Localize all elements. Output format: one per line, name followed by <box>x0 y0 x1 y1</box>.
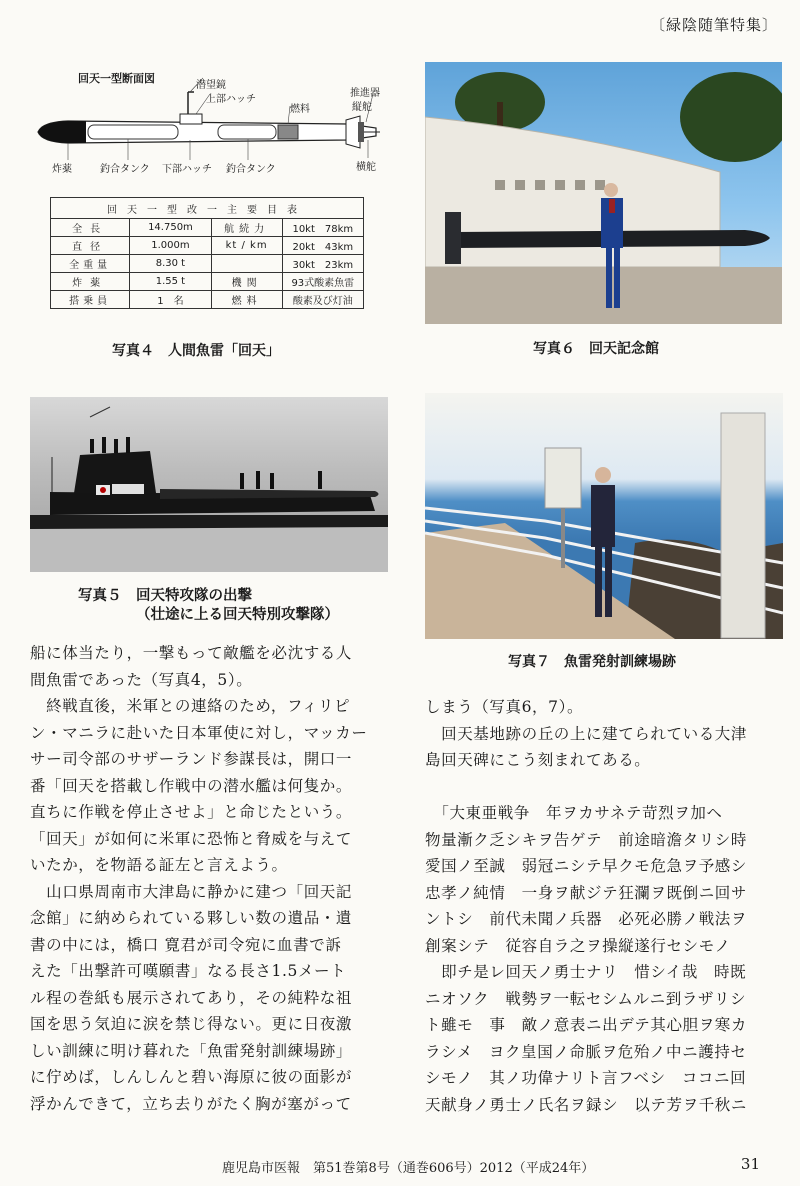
spec-key: 全長 <box>51 219 130 237</box>
label-explosive: 炸薬 <box>52 164 72 175</box>
inscription-line: 物量漸ク乏シキヲ告ゲテ 前途暗澹タリシ時 <box>425 830 748 849</box>
spec-value: 30kt 23km <box>282 255 363 273</box>
paragraph-line: 終戦直後，米軍との連絡のため，フィリピ <box>30 697 351 715</box>
label-fuel: 燃料 <box>290 104 310 115</box>
spec-key: 炸薬 <box>51 273 130 291</box>
spec-key: 搭乗員 <box>51 291 130 309</box>
spec-value: 1.000m <box>130 237 211 255</box>
spec-key: 機関 <box>211 273 282 291</box>
inscription-line: ニオソク 戦勢ヲ一転セシムルニ到ラザリシ <box>425 989 747 1008</box>
inscription-line: 忠孝ノ純情 一身ヲ献ジテ狂瀾ヲ既倒ニ回サ <box>425 883 748 902</box>
label-trim-tank-right: 釣合タンク <box>226 164 276 175</box>
spec-value: 8.30 t <box>130 255 211 273</box>
photo6-memorial-image <box>425 62 782 324</box>
spec-table-title-row <box>51 198 364 219</box>
paragraph-line: 番「回天を搭載し作戦中の潜水艦は何隻か。 <box>30 776 353 795</box>
spec-key: 直径 <box>51 237 130 255</box>
paragraph-line: 直ちに作戦を停止させよ」と命じたという。 <box>30 803 353 821</box>
left-text-column <box>30 640 395 1117</box>
label-trim-tank-left: 釣合タンク <box>100 164 150 175</box>
photo7-caption: 写真７ 魚雷発射訓練場跡 <box>508 654 676 670</box>
spec-value: 93式酸素魚雷 <box>282 273 363 291</box>
label-periscope: 潜望鏡 <box>196 80 226 91</box>
paragraph-line: 「回天」が如何に米軍に恐怖と脅威を与えて <box>30 829 353 848</box>
table-row <box>51 219 364 237</box>
page-number: 31 <box>740 1155 760 1173</box>
photo5-caption-line2: （壮途に上る回天特別攻撃隊） <box>136 607 339 623</box>
table-row <box>51 273 364 291</box>
spec-key: kt / km <box>211 237 282 255</box>
photo6-caption: 写真６ 回天記念館 <box>533 341 659 357</box>
paragraph-line: 島回天碑にこう刻まれてある。 <box>425 751 651 769</box>
spec-key: 航続力 <box>211 219 282 237</box>
inscription-line: 即チ是レ回天ノ勇士ナリ 惜シイ哉 時既 <box>425 963 747 981</box>
photo7-training-site-image <box>425 393 783 639</box>
table-row <box>51 291 364 309</box>
paragraph-line: しい訓練に明け暮れた「魚雷発射訓練場跡」 <box>30 1041 353 1060</box>
spec-value: 14.750m <box>130 219 211 237</box>
photo4-caption: 写真４ 人間魚雷「回天」 <box>112 343 280 359</box>
spec-value: 酸素及び灯油 <box>282 291 363 309</box>
paragraph-line: いたか，を物語る証左と言えよう。 <box>30 856 288 874</box>
photo5-sortie-image <box>30 397 388 572</box>
spec-key: 燃料 <box>211 291 282 309</box>
inscription-line: 天献身ノ勇士ノ氏名ヲ録シ 以テ芳ヲ千秋ニ <box>425 1095 748 1114</box>
paragraph-line: えた「出撃許可嘆願書」なる長さ1.5メート <box>30 962 347 980</box>
inscription-line: 創案シテ 従容自ラ之ヲ操縦遂行セシモノ <box>425 936 731 955</box>
spec-value: 1 名 <box>130 291 211 309</box>
paragraph-line: に佇めば，しんしんと碧い海原に彼の面影が <box>30 1068 353 1086</box>
blank-line <box>425 774 785 801</box>
inscription-line: 「大東亜戦争 年ヲカサネテ苛烈ヲ加ヘ <box>425 804 723 822</box>
paragraph-line: 念館」に納められている夥しい数の遺品・遺 <box>30 909 353 927</box>
diagram-title: 回天一型断面図 <box>78 72 155 85</box>
paragraph-line: ン・マニラに赴いた日本軍使に対し，マッカー <box>30 723 368 742</box>
paragraph-line: 国を思う気迫に涙を禁じ得ない。更に日夜激 <box>30 1015 353 1033</box>
spec-key <box>211 255 282 273</box>
label-horizontal-rudder: 横舵 <box>356 162 376 173</box>
journal-footer: 鹿児島市医報 第51巻第8号（通巻606号）2012（平成24年） <box>222 1161 595 1176</box>
section-tag: 〔緑陰随筆特集〕 <box>649 16 778 34</box>
inscription-line: シモノ 其ノ功偉ナリト言フベシ ココニ回 <box>425 1069 747 1087</box>
inscription-line: ラシメ ヨク皇国ノ命脈ヲ危殆ノ中ニ護持セ <box>425 1042 747 1061</box>
label-upper-hatch: 上部ハッチ <box>206 94 256 105</box>
paragraph-line: しまう（写真6，7）。 <box>425 698 584 716</box>
inscription-line: ントシ 前代未聞ノ兵器 必死必勝ノ戦法ヲ <box>425 910 748 928</box>
paragraph-line: 書の中には，橋口 寛君が司令宛に血書で訴 <box>30 935 342 954</box>
paragraph-line: ル程の巻紙も展示されてあり，その純粋な祖 <box>30 988 353 1007</box>
spec-value: 1.55 t <box>130 273 211 291</box>
label-lower-hatch: 下部ハッチ <box>162 164 212 175</box>
inscription-line: ト雖モ 事 敵ノ意表ニ出デテ其心胆ヲ寒カ <box>425 1016 748 1034</box>
right-text-column <box>425 694 785 1118</box>
paragraph-line: 船に体当たり，一撃もって敵艦を必沈する人 <box>30 644 353 662</box>
spec-key: 全重量 <box>51 255 130 273</box>
spec-table <box>50 197 364 309</box>
spec-table-title: 回天一型改一主要目表 <box>51 198 364 219</box>
table-row <box>51 237 364 255</box>
label-propeller: 推進器 <box>350 88 380 99</box>
spec-value: 10kt 78km <box>282 219 363 237</box>
paragraph-line: サー司令部のサザーランド参謀長は，開口一 <box>30 750 353 768</box>
table-row <box>51 255 364 273</box>
inscription-line: 愛国ノ至誠 弱冠ニシテ早クモ危急ヲ予感シ <box>425 857 748 875</box>
spec-value: 20kt 43km <box>282 237 363 255</box>
paragraph-line: 回天基地跡の丘の上に建てられている大津 <box>425 724 748 743</box>
paragraph-line: 山口県周南市大津島に静かに建つ「回天記 <box>30 882 353 901</box>
paragraph-line: 間魚雷であった（写真4，5）。 <box>30 670 253 689</box>
paragraph-line: 浮かんできて，立ち去りがたく胸が塞がって <box>30 1094 352 1113</box>
label-vertical-rudder: 縦舵 <box>352 102 372 113</box>
photo5-caption-line1: 写真５ 回天特攻隊の出撃 <box>78 588 252 604</box>
